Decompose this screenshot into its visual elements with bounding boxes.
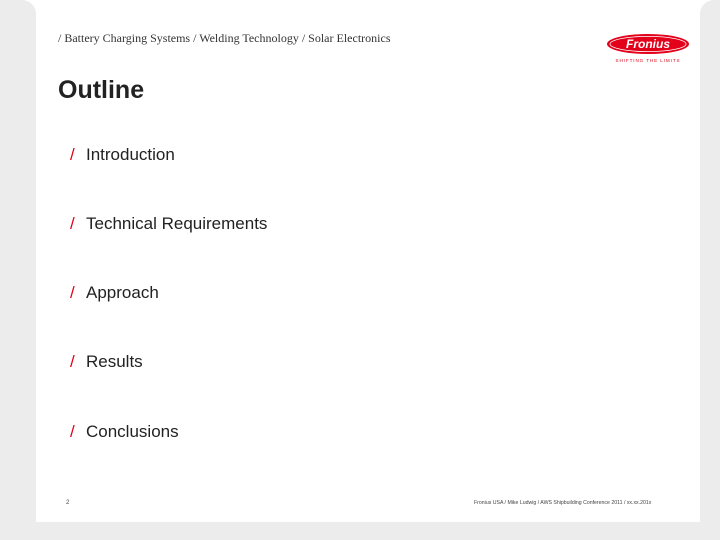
- fronius-logo-icon: [605, 33, 691, 57]
- bullet-marker: /: [70, 352, 75, 371]
- right-border: [700, 0, 720, 540]
- svg-text:Fronius: Fronius: [626, 37, 670, 51]
- outline-item-label: Approach: [86, 283, 159, 302]
- outline-item-label: Technical Requirements: [86, 214, 268, 233]
- outline-item: [70, 422, 179, 444]
- footer-text: Fronius USA / Mike Ludwig / AWS Shipbuilding Conference 2011 / xx.xx.201x: [474, 500, 652, 506]
- outline-item: [70, 352, 143, 374]
- bullet-marker: /: [70, 422, 75, 441]
- header-tagline: / Battery Charging Systems / Welding Technology / Solar Electronics: [58, 31, 391, 45]
- bottom-border: [0, 522, 720, 540]
- fronius-logo: [605, 33, 691, 69]
- outline-item: [70, 283, 159, 305]
- outline-item-label: Introduction: [86, 145, 175, 164]
- outline-item: [70, 145, 175, 167]
- slide-title: Outline: [58, 76, 145, 104]
- bullet-marker: /: [70, 283, 75, 302]
- left-border: [0, 0, 36, 540]
- logo-tagline: SHIFTING THE LIMITS: [615, 58, 681, 63]
- outline-item-label: Conclusions: [86, 422, 179, 441]
- outline-item: [70, 214, 267, 236]
- outline-item-label: Results: [86, 352, 143, 371]
- bullet-marker: /: [70, 214, 75, 233]
- bullet-marker: /: [70, 145, 75, 164]
- page-number: 2: [66, 500, 70, 506]
